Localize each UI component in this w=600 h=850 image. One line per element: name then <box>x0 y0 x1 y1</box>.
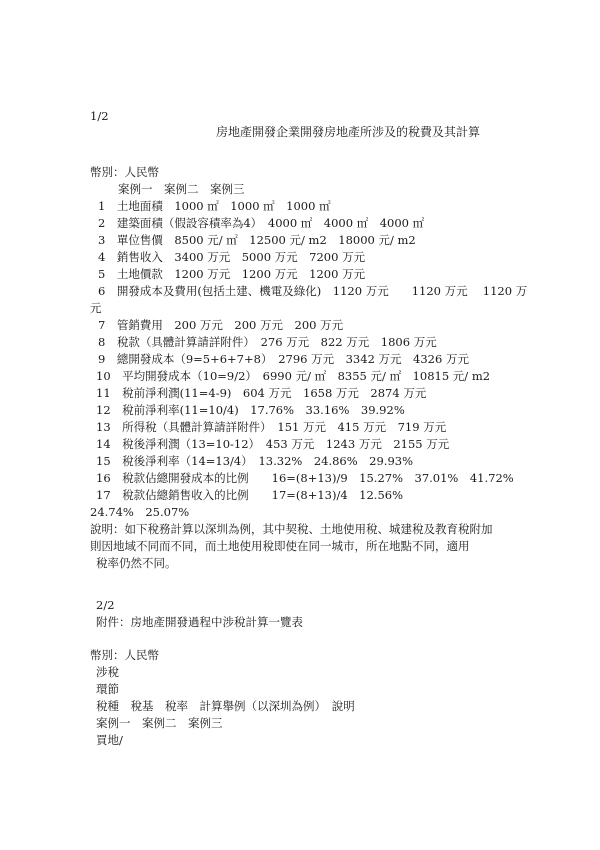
case-header: 案例一 案例二 案例三 <box>118 182 245 196</box>
table-header-line: 涉稅 <box>96 665 119 679</box>
currency-label: 幣別：人民幣 <box>90 648 159 662</box>
table-row: 12 稅前淨利率(11=10/4) 17.76% 33.16% 39.92% <box>96 403 405 417</box>
table-row: 16 稅款佔總開發成本的比例 16=(8+13)/9 15.27% 37.01% 41.72% <box>96 471 514 485</box>
table-row: 6 開發成本及費用(包括土建、機電及綠化) 1120 万元 1120 万元 1120 万 <box>98 284 528 298</box>
table-row: 15 稅後淨利率（14=13/4） 13.32% 24.86% 29.93% <box>96 454 414 468</box>
document-title: 房地產開發企業開發房地產所涉及的稅費及其計算 <box>216 125 481 139</box>
table-row: 1 土地面積 1000 ㎡ 1000 ㎡ 1000 ㎡ <box>98 199 331 213</box>
currency-label: 幣別：人民幣 <box>90 165 159 179</box>
page-number: 2/2 <box>96 598 115 612</box>
table-row: 2 建築面積（假設容積率為4） 4000 ㎡ 4000 ㎡ 4000 ㎡ <box>98 216 425 230</box>
page-number: 1/2 <box>90 109 109 123</box>
table-header-line: 稅種 稅基 稅率 計算舉例（以深圳為例） 說明 <box>96 699 355 713</box>
table-row: 24.74% 25.07% <box>90 505 190 519</box>
table-row: 9 總開發成本（9=5+6+7+8） 2796 万元 3342 万元 4326 万元 <box>98 352 469 366</box>
table-row: 17 稅款佔總銷售收入的比例 17=(8+13)/4 12.56% <box>96 488 403 502</box>
note-line: 說明：如下稅務計算以深圳為例，其中契稅、土地使用稅、城建稅及教育稅附加 <box>90 522 493 536</box>
table-header-line: 案例一 案例二 案例三 <box>96 716 223 730</box>
table-row: 買地/ <box>96 733 123 747</box>
note-line: 稅率仍然不同。 <box>96 556 177 570</box>
table-row: 3 單位售價 8500 元/ ㎡ 12500 元/ m2 18000 元/ m2 <box>98 233 416 247</box>
table-row: 8 稅款（具體計算請詳附件） 276 万元 822 万元 1806 万元 <box>98 335 437 349</box>
table-row: 14 稅後淨利潤（13=10-12） 453 万元 1243 万元 2155 万元 <box>96 437 450 451</box>
table-row: 10 平均開發成本（10=9/2） 6990 元/ ㎡ 8355 元/ ㎡ 10815 元/ m2 <box>96 369 491 383</box>
table-row: 7 管銷費用 200 万元 200 万元 200 万元 <box>98 318 344 332</box>
note-line: 則因地域不同而不同，而土地使用稅即使在同一城市，所在地點不同，適用 <box>90 539 470 553</box>
table-row: 11 稅前淨利潤(11=4-9) 604 万元 1658 万元 2874 万元 <box>96 386 427 400</box>
appendix-title: 附件：房地產開發過程中涉稅計算一覽表 <box>96 615 303 629</box>
table-row: 13 所得稅（具體計算請詳附件） 151 万元 415 万元 719 万元 <box>96 420 447 434</box>
table-row: 5 土地價款 1200 万元 1200 万元 1200 万元 <box>98 267 366 281</box>
table-header-line: 環節 <box>96 682 119 696</box>
table-row: 4 銷售收入 3400 万元 5000 万元 7200 万元 <box>98 250 366 264</box>
table-row: 元 <box>90 301 102 315</box>
